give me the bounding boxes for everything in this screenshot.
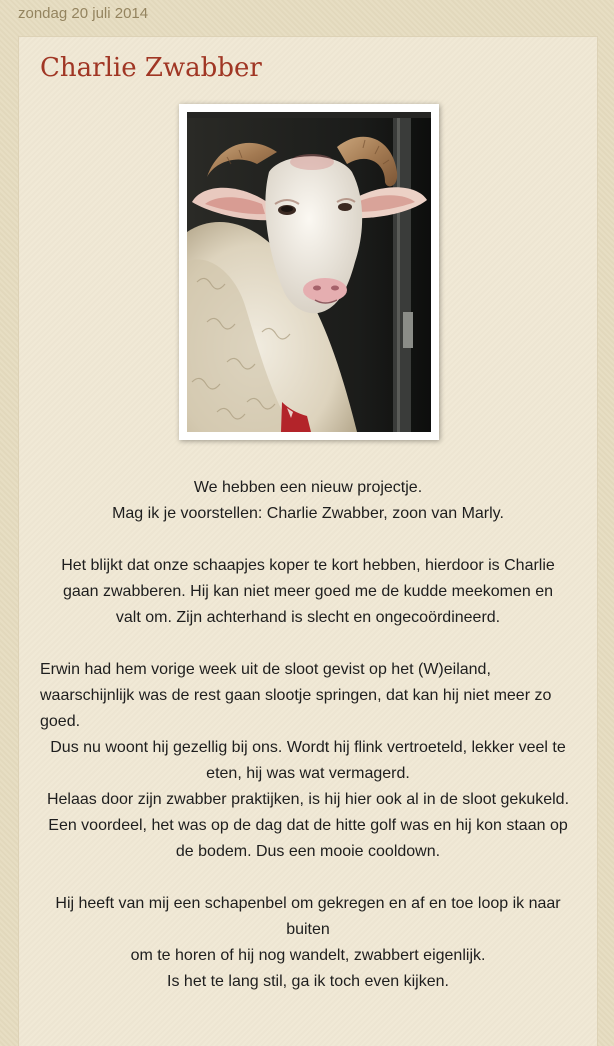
post-paragraph: We hebben een nieuw projectje.: [193, 479, 423, 496]
date-header: zondag 20 juli 2014: [18, 5, 149, 22]
sheep-photo-image: [187, 112, 431, 432]
paragraph-spacer: [19, 865, 597, 891]
blog-post: [18, 36, 598, 1046]
post-title[interactable]: Charlie Zwabber: [40, 53, 262, 83]
post-paragraph: Mag ik je voorstellen: Charlie Zwabber, zoon van Marly.: [112, 505, 504, 522]
post-paragraph: Dus nu woont hij gezellig bij ons. Wordt hij flink vertroeteld, lekker veel te eten, hij was wat vermagerd.: [50, 739, 566, 782]
post-paragraph: om te horen of hij nog wandelt, zwabbert eigenlijk.: [130, 947, 486, 964]
paragraph-spacer: [19, 631, 597, 657]
post-paragraph: Hij heeft van mij een schapenbel om gekregen en af en toe loop ik naar buiten: [55, 895, 561, 938]
post-paragraph: Erwin had hem vorige week uit de sloot gevist op het (W)eiland, waarschijnlijk was de rest gaan slootje springen, dat kan hij niet meer zo goed.: [40, 661, 552, 730]
post-paragraph: Helaas door zijn zwabber praktijken, is hij hier ook al in de sloot gekukeld. Een voordeel, het was op de dag dat de hitte golf was en hij kon staan op de bodem. Dus een mooie cooldown.: [46, 791, 570, 860]
post-body: [19, 475, 597, 995]
post-paragraph: Is het te lang stil, ga ik toch even kijken.: [167, 973, 449, 990]
paragraph-spacer: [19, 527, 597, 553]
post-paragraph: Het blijkt dat onze schaapjes koper te kort hebben, hierdoor is Charlie gaan zwabberen. Hij kan niet meer goed me de kudde meekomen en valt om. Zijn achterhand is slecht en ongecoördineerd.: [61, 557, 555, 626]
post-photo[interactable]: [179, 104, 439, 440]
